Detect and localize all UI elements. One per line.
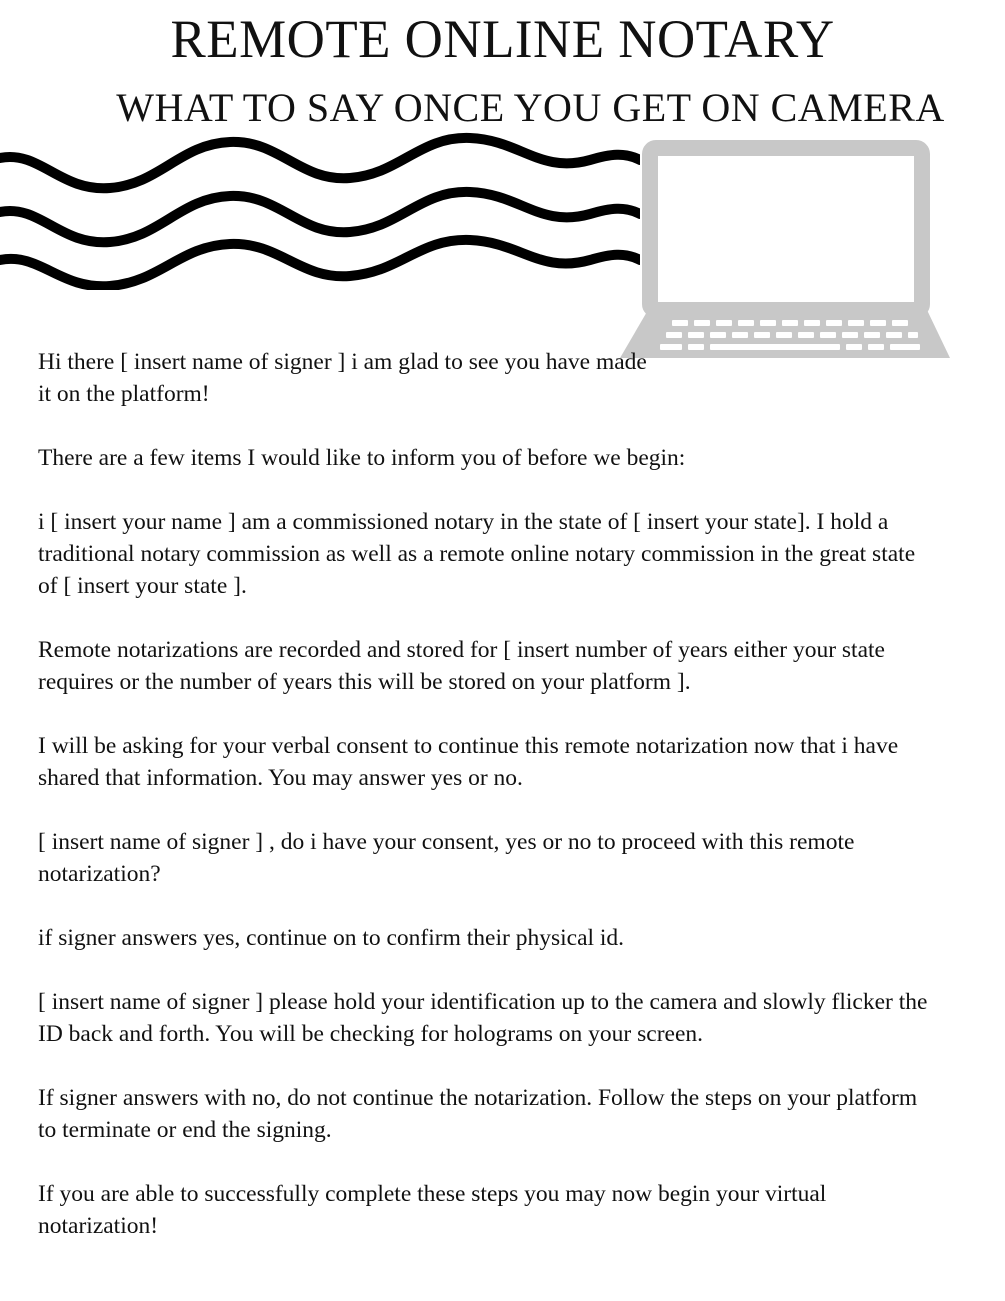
paragraph-if-yes: if signer answers yes, continue on to confirm their physical id. bbox=[38, 925, 625, 951]
paragraph-intro: There are a few items I would like to inform you of before we begin: bbox=[38, 445, 686, 471]
paragraph-greeting: Hi there [ insert name of signer ] i am glad to see you have made it on the platform! bbox=[38, 349, 647, 407]
paragraph-consent-question: [ insert name of signer ] , do i have your consent, yes or no to proceed with this remote notarization? bbox=[38, 829, 855, 887]
paragraph-recording: Remote notarizations are recorded and stored for [ insert number of years either your state requires or the number of years this will be stored on your platform ]. bbox=[38, 637, 885, 695]
paragraph-id-check: [ insert name of signer ] please hold your identification up to the camera and slowly flicker the ID back and forth. You will be checking for holograms on your screen. bbox=[38, 989, 928, 1047]
script-body bbox=[38, 346, 938, 1274]
paragraph-closing: If you are able to successfully complete these steps you may now begin your virtual notarization! bbox=[38, 1181, 827, 1239]
paragraph-if-no: If signer answers with no, do not continue the notarization. Follow the steps on your platform to terminate or end the signing. bbox=[38, 1085, 918, 1143]
laptop-icon bbox=[620, 140, 955, 365]
paragraph-consent-request: I will be asking for your verbal consent to continue this remote notarization now that i have shared that information. You may answer yes or no. bbox=[38, 733, 899, 791]
paragraph-commission: i [ insert your name ] am a commissioned notary in the state of [ insert your state]. I hold a traditional notary commission as well as a remote online notary commission in the great state of [ insert your state ]. bbox=[38, 509, 916, 599]
page-title: REMOTE ONLINE NOTARY bbox=[170, 9, 835, 69]
wavy-lines-icon bbox=[0, 130, 640, 290]
page-subtitle: WHAT TO SAY ONCE YOU GET ON CAMERA bbox=[116, 85, 945, 130]
